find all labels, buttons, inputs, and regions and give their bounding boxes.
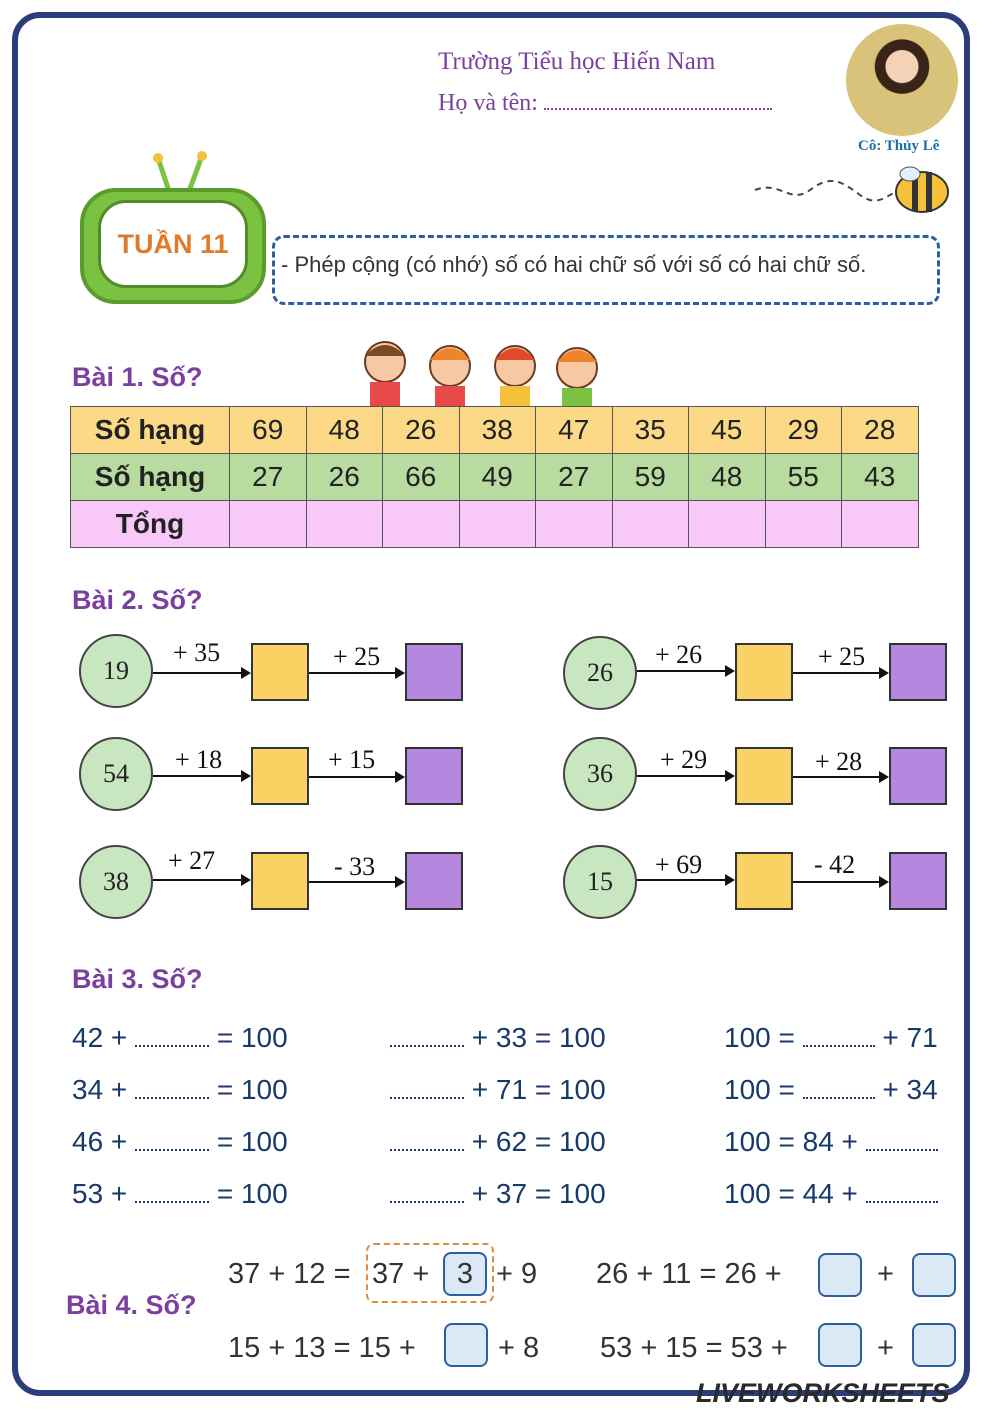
operation-2: + 25 bbox=[333, 642, 381, 671]
table-cell: 45 bbox=[689, 407, 766, 454]
operation-2: + 25 bbox=[818, 642, 866, 671]
bai4-title: Bài 4. Số? bbox=[66, 1290, 197, 1320]
arrow-icon bbox=[153, 879, 249, 881]
equation-text: 100 = 44 + bbox=[724, 1178, 858, 1209]
operation-1: + 29 bbox=[660, 745, 708, 774]
teacher-photo bbox=[846, 24, 958, 136]
equation-text: + 37 = 100 bbox=[471, 1178, 606, 1209]
equation-row bbox=[72, 1178, 288, 1210]
equation-text: + 71 bbox=[882, 1022, 938, 1053]
equation-text: 42 + bbox=[72, 1022, 128, 1053]
table-cell: 27 bbox=[230, 454, 307, 501]
bai3-title: Bài 3. Số? bbox=[72, 964, 203, 994]
table-cell: 48 bbox=[689, 454, 766, 501]
addend1-row bbox=[71, 407, 919, 454]
arrow-icon bbox=[153, 672, 249, 674]
answer-box-1[interactable] bbox=[251, 852, 309, 910]
equation-text: 100 = bbox=[724, 1022, 795, 1053]
table-cell: 27 bbox=[536, 454, 613, 501]
sum-input[interactable] bbox=[765, 501, 842, 548]
answer-box-2[interactable] bbox=[405, 852, 463, 910]
equation-row bbox=[390, 1022, 606, 1054]
equation-text: 100 = bbox=[724, 1074, 795, 1105]
arrow-icon bbox=[309, 672, 403, 674]
table-cell: 69 bbox=[230, 407, 307, 454]
equation-text: + 33 = 100 bbox=[471, 1022, 606, 1053]
blank-input[interactable] bbox=[135, 1181, 209, 1203]
arrow-icon bbox=[637, 775, 733, 777]
sum-row bbox=[71, 501, 919, 548]
bai1-title: Bài 1. Số? bbox=[72, 362, 203, 392]
sum-input[interactable] bbox=[459, 501, 536, 548]
children-icon bbox=[345, 330, 615, 408]
operation-1: + 69 bbox=[655, 850, 703, 879]
equation-row bbox=[390, 1178, 606, 1210]
arrow-icon bbox=[309, 776, 403, 778]
equation-row bbox=[72, 1126, 288, 1158]
answer-box-2[interactable] bbox=[405, 643, 463, 701]
start-number: 38 bbox=[79, 845, 153, 919]
table-cell: 55 bbox=[765, 454, 842, 501]
equation-text: + 62 = 100 bbox=[471, 1126, 606, 1157]
equation-row bbox=[724, 1022, 938, 1054]
answer-box[interactable] bbox=[912, 1323, 956, 1367]
blank-input[interactable] bbox=[803, 1025, 875, 1047]
equation-row bbox=[390, 1074, 606, 1106]
answer-box-1[interactable] bbox=[735, 852, 793, 910]
start-number: 36 bbox=[563, 737, 637, 811]
equation-text: + 9 bbox=[496, 1258, 538, 1290]
start-number: 15 bbox=[563, 845, 637, 919]
start-number: 26 bbox=[563, 636, 637, 710]
row-label: Tổng bbox=[71, 501, 230, 548]
equation-text: 15 + 13 = 15 + bbox=[228, 1332, 416, 1364]
answer-box-2[interactable] bbox=[405, 747, 463, 805]
answer-box-1[interactable] bbox=[251, 643, 309, 701]
answer-box-2[interactable] bbox=[889, 747, 947, 805]
answer-box-1[interactable] bbox=[251, 747, 309, 805]
table-cell: 29 bbox=[765, 407, 842, 454]
answer-box[interactable] bbox=[818, 1253, 862, 1297]
blank-input[interactable] bbox=[135, 1025, 209, 1047]
answer-box-1[interactable] bbox=[735, 747, 793, 805]
answer-box[interactable] bbox=[444, 1323, 488, 1367]
student-name-row bbox=[438, 90, 772, 117]
table-cell: 28 bbox=[842, 407, 919, 454]
equation-text: 34 + bbox=[72, 1074, 128, 1105]
equation-text: 53 + 15 = 53 + bbox=[600, 1332, 788, 1364]
arrow-icon bbox=[793, 672, 887, 674]
student-name-label: Họ và tên: bbox=[438, 90, 538, 116]
teacher-name: Cô: Thủy Lê bbox=[858, 138, 940, 154]
blank-input[interactable] bbox=[803, 1077, 875, 1099]
week-label: TUẦN 11 bbox=[98, 200, 248, 288]
liveworksheets-logo: LIVEWORKSHEETS bbox=[696, 1378, 950, 1408]
equation-row bbox=[724, 1074, 938, 1106]
answer-box-2[interactable] bbox=[889, 643, 947, 701]
bai2-title: Bài 2. Số? bbox=[72, 585, 203, 615]
blank-input[interactable] bbox=[866, 1181, 938, 1203]
equation-text: 37 + 12 = bbox=[228, 1258, 351, 1290]
equation-row bbox=[724, 1178, 938, 1210]
equation-row bbox=[72, 1074, 288, 1106]
equation-row bbox=[724, 1126, 938, 1158]
blank-input[interactable] bbox=[390, 1025, 464, 1047]
sum-input[interactable] bbox=[536, 501, 613, 548]
table-cell: 49 bbox=[459, 454, 536, 501]
equation-text: = 100 bbox=[216, 1022, 288, 1053]
blank-input[interactable] bbox=[390, 1181, 464, 1203]
equation-row bbox=[72, 1022, 288, 1054]
row-label: Số hạng bbox=[71, 407, 230, 454]
sum-input[interactable] bbox=[306, 501, 383, 548]
equation-text: + 34 bbox=[882, 1074, 938, 1105]
row-label: Số hạng bbox=[71, 454, 230, 501]
equation-text: 100 = 84 + bbox=[724, 1126, 858, 1157]
operation-2: - 33 bbox=[334, 852, 376, 881]
addend2-row bbox=[71, 454, 919, 501]
school-name: Trường Tiểu học Hiến Nam bbox=[438, 48, 716, 75]
equation-text: 46 + bbox=[72, 1126, 128, 1157]
sum-input[interactable] bbox=[230, 501, 307, 548]
table-cell: 66 bbox=[383, 454, 460, 501]
equation-text: + 8 bbox=[498, 1332, 540, 1364]
equation-text: = 100 bbox=[216, 1126, 288, 1157]
bai1-table bbox=[70, 406, 919, 548]
operation-2: + 15 bbox=[328, 745, 376, 774]
student-name-input[interactable] bbox=[544, 90, 772, 110]
equation-text: + 71 = 100 bbox=[471, 1074, 606, 1105]
equation-text: + bbox=[877, 1332, 894, 1364]
equation-text: = 100 bbox=[216, 1178, 288, 1209]
operation-1: + 27 bbox=[168, 846, 216, 875]
equation-text: 53 + bbox=[72, 1178, 128, 1209]
blank-input[interactable] bbox=[135, 1129, 209, 1151]
start-number: 54 bbox=[79, 737, 153, 811]
table-cell: 26 bbox=[383, 407, 460, 454]
blank-input[interactable] bbox=[390, 1129, 464, 1151]
equation-text: 26 + 11 = 26 + bbox=[596, 1258, 782, 1290]
topic-box: - Phép cộng (có nhớ) số có hai chữ số với số có hai chữ số. bbox=[272, 235, 940, 305]
arrow-icon bbox=[309, 881, 403, 883]
blank-input[interactable] bbox=[390, 1077, 464, 1099]
equation-row bbox=[390, 1126, 606, 1158]
table-cell: 47 bbox=[536, 407, 613, 454]
answer-box-1[interactable] bbox=[735, 643, 793, 701]
table-cell: 59 bbox=[612, 454, 689, 501]
equation-text: 37 + bbox=[372, 1258, 430, 1290]
table-cell: 43 bbox=[842, 454, 919, 501]
arrow-icon bbox=[637, 879, 733, 881]
answer-box[interactable] bbox=[912, 1253, 956, 1297]
example-answer-box: 3 bbox=[443, 1252, 487, 1296]
sum-input[interactable] bbox=[842, 501, 919, 548]
arrow-icon bbox=[637, 670, 733, 672]
sum-input[interactable] bbox=[612, 501, 689, 548]
operation-1: + 35 bbox=[173, 638, 221, 667]
operation-1: + 26 bbox=[655, 640, 703, 669]
operation-2: + 28 bbox=[815, 747, 863, 776]
equation-text: + bbox=[877, 1258, 894, 1290]
blank-input[interactable] bbox=[135, 1077, 209, 1099]
blank-input[interactable] bbox=[866, 1129, 938, 1151]
operation-2: - 42 bbox=[814, 850, 856, 879]
arrow-icon bbox=[153, 775, 249, 777]
table-cell: 35 bbox=[612, 407, 689, 454]
table-cell: 48 bbox=[306, 407, 383, 454]
bee-icon bbox=[750, 160, 950, 220]
arrow-icon bbox=[793, 881, 887, 883]
answer-box-2[interactable] bbox=[889, 852, 947, 910]
sum-input[interactable] bbox=[383, 501, 460, 548]
example-equation bbox=[228, 1258, 351, 1291]
start-number: 19 bbox=[79, 634, 153, 708]
sum-input[interactable] bbox=[689, 501, 766, 548]
table-cell: 38 bbox=[459, 407, 536, 454]
equation-text: = 100 bbox=[216, 1074, 288, 1105]
operation-1: + 18 bbox=[175, 745, 223, 774]
answer-box[interactable] bbox=[818, 1323, 862, 1367]
arrow-icon bbox=[793, 776, 887, 778]
table-cell: 26 bbox=[306, 454, 383, 501]
